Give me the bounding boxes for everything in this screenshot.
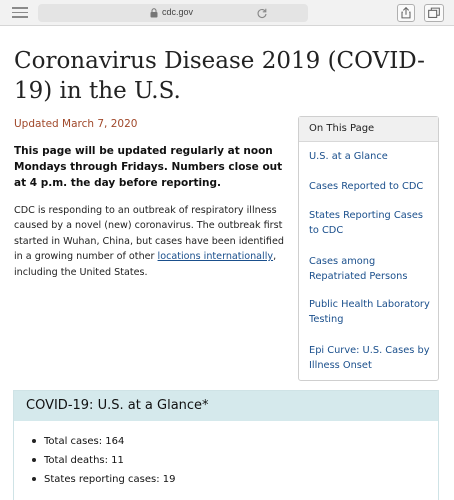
- browser-toolbar: [0, 0, 454, 26]
- url-text: cdc.gov: [162, 7, 194, 17]
- address-bar[interactable]: [38, 4, 308, 22]
- toc-link-lab-testing[interactable]: Public Health Laboratory Testing: [309, 299, 430, 325]
- us-at-a-glance-section: [13, 390, 439, 500]
- glance-heading: COVID-19: U.S. at a Glance*: [14, 391, 438, 421]
- page-title: Coronavirus Disease 2019 (COVID-19) in the U.S.: [14, 48, 425, 104]
- toc-link-repatriated[interactable]: Cases among Repatriated Persons: [309, 256, 408, 282]
- locations-internationally-link[interactable]: locations internationally: [157, 251, 274, 263]
- updated-date: Updated March 7, 2020: [14, 118, 138, 130]
- toc-link-states-reporting[interactable]: States Reporting Cases to CDC: [309, 210, 423, 236]
- on-this-page-heading: On This Page: [299, 117, 438, 142]
- list-item-states-reporting: States reporting cases: 19: [44, 470, 438, 489]
- intro-text: CDC is responding to an outbreak of respiratory illness caused by a novel (new) coronavirus. The outbreak first started in Wuhan, China, but cases have been identified in a growing number of other: [14, 205, 284, 263]
- intro-text-end: , including the United States.: [14, 251, 277, 278]
- list-item-total-cases: Total cases: 164: [44, 432, 438, 451]
- toc-link-us-at-a-glance[interactable]: U.S. at a Glance: [309, 151, 388, 162]
- menu-icon[interactable]: [12, 7, 28, 19]
- on-this-page-box: [298, 116, 439, 381]
- tabs-icon[interactable]: [424, 4, 444, 22]
- list-item-total-deaths: Total deaths: 11: [44, 451, 438, 470]
- glance-list: [14, 421, 438, 489]
- update-notice: This page will be updated regularly at noon Mondays through Fridays. Numbers close out at 4 p.m. the day before reporting.: [14, 145, 283, 189]
- share-icon[interactable]: [397, 4, 415, 22]
- intro-paragraph: [14, 203, 294, 280]
- toc-link-cases-reported[interactable]: Cases Reported to CDC: [309, 181, 424, 192]
- lock-icon: [150, 8, 158, 18]
- toc-link-epi-curve[interactable]: Epi Curve: U.S. Cases by Illness Onset: [309, 345, 430, 371]
- reload-icon[interactable]: [256, 7, 268, 19]
